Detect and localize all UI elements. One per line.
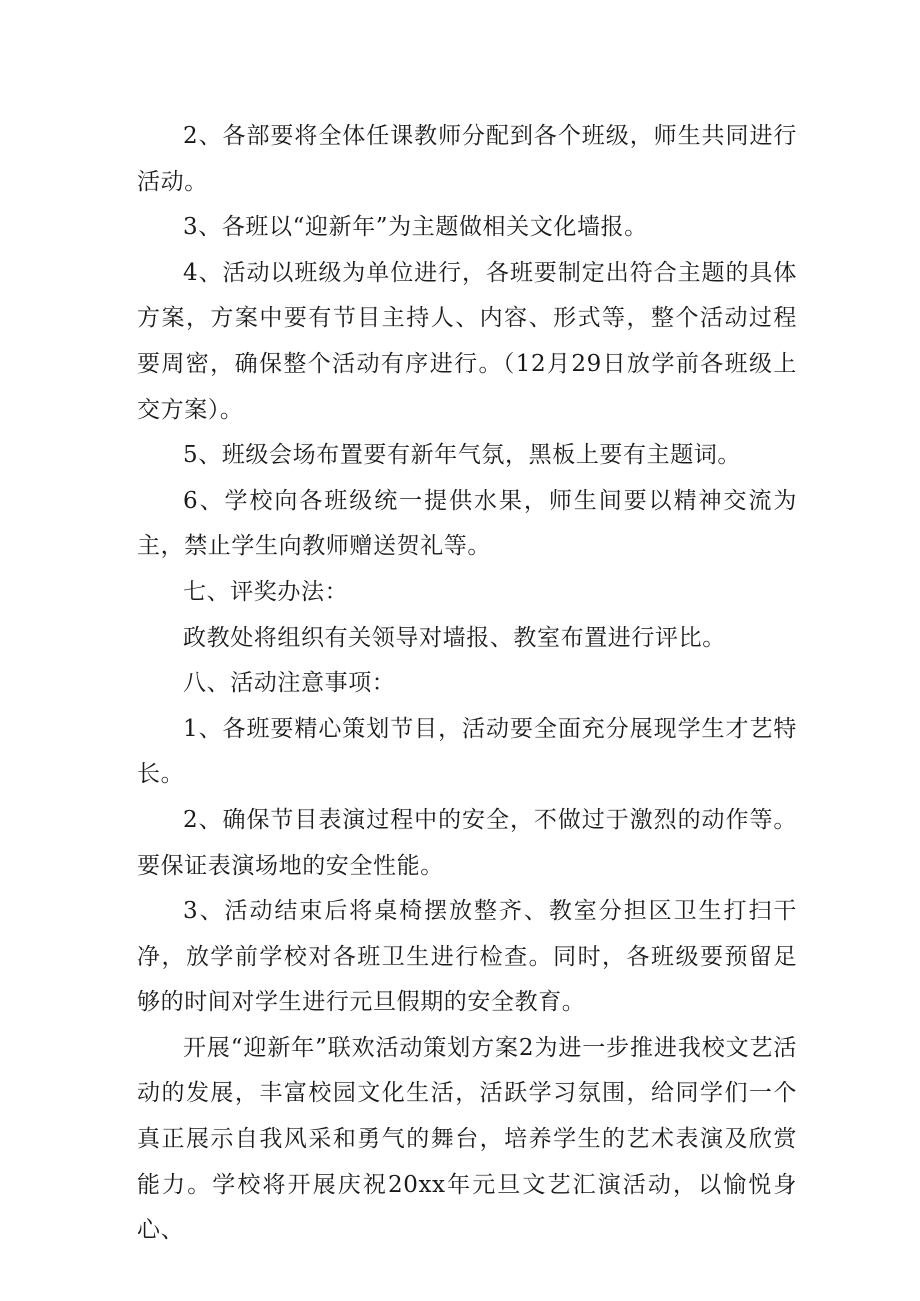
paragraph-program-planning: 1、各班要精心策划节目，活动要全面充分展现学生才艺特长。 bbox=[137, 715, 797, 788]
section-heading-awards: 七、评奖办法： bbox=[183, 578, 349, 605]
paragraph-venue-decoration: 5、班级会场布置要有新年气氛，黑板上要有主题词。 bbox=[183, 442, 742, 469]
paragraph-safety: 2、确保节目表演过程中的安全，不做过于激烈的动作等。要保证表演场地的安全性能。 bbox=[137, 806, 797, 879]
paragraph-fruit-supply: 6、学校向各班级统一提供水果，师生间要以精神交流为主，禁止学生向教师赠送贺礼等。 bbox=[137, 487, 797, 560]
paragraph-cleanup: 3、活动结束后将桌椅摆放整齐、教室分担区卫生打扫干净，放学前学校对各班卫生进行检查。同时，各班级要预留足够的时间对学生进行元旦假期的安全教育。 bbox=[137, 898, 797, 1016]
paragraph-class-plan: 4、活动以班级为单位进行，各班要制定出符合主题的具体方案，方案中要有节目主持人、内容、形式等，整个活动过程要周密，确保整个活动有序进行。（12月29日放学前各班级上交方案）。 bbox=[137, 259, 797, 423]
paragraph-wall-newspaper: 3、各班以“迎新年”为主题做相关文化墙报。 bbox=[183, 214, 648, 241]
document-body bbox=[137, 114, 797, 1254]
paragraph-evaluation: 政教处将组织有关领导对墙报、教室布置进行评比。 bbox=[183, 624, 726, 651]
paragraph-teachers-assignment: 2、各部要将全体任课教师分配到各个班级，师生共同进行活动。 bbox=[137, 123, 797, 195]
paragraph-plan-two-intro: 开展“迎新年”联欢活动策划方案2为进一步推进我校文艺活动的发展，丰富校园文化生活，活跃学习氛围，给同学们一个真正展示自我风采和勇气的舞台，培养学生的艺术表演及欣赏能力。学校将开展庆祝20xx年元旦文艺汇演活动，以愉悦身心、 bbox=[137, 1034, 797, 1244]
section-heading-notes: 八、活动注意事项： bbox=[183, 670, 396, 697]
